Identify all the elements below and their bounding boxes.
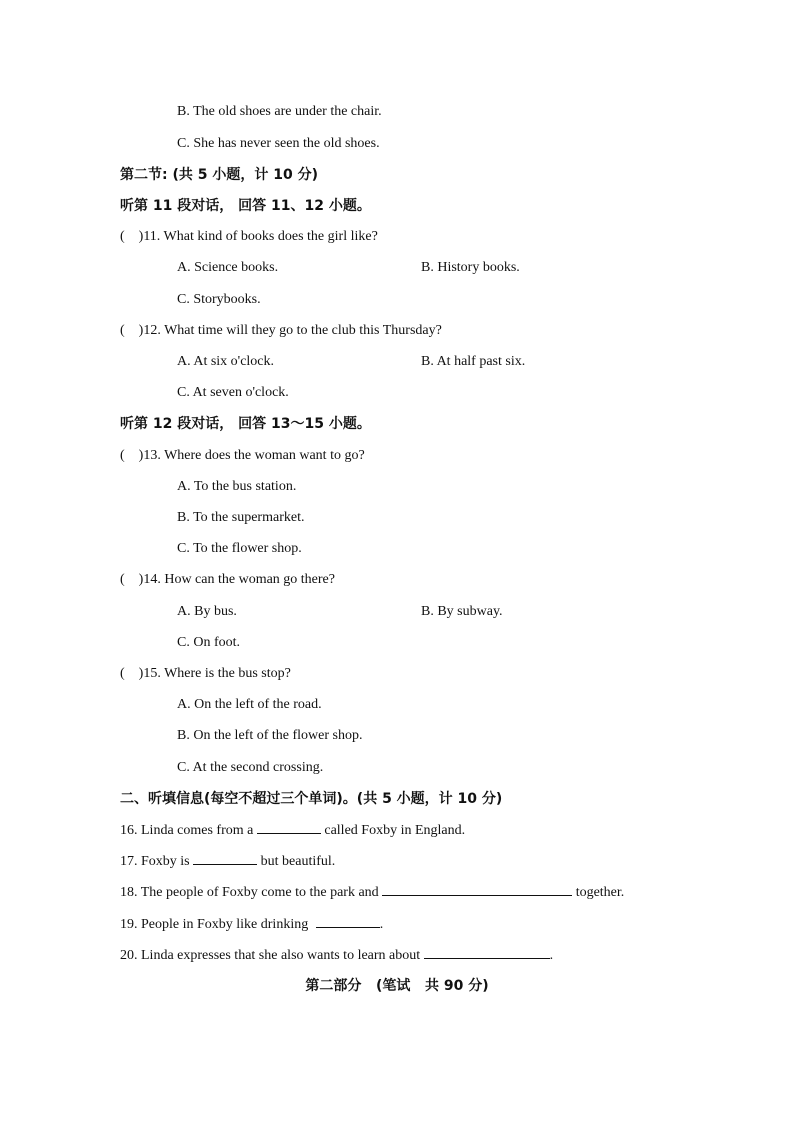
fill-text: 19. People in Foxby like drinking: [120, 917, 309, 932]
q13-option-c: C. To the flower shop.: [177, 541, 302, 556]
answer-blank-paren[interactable]: ( ): [120, 666, 144, 681]
q14-option-c: C. On foot.: [177, 635, 240, 650]
question-stem: 15. Where is the bus stop?: [143, 666, 291, 681]
q13-option-b: B. To the supermarket.: [177, 510, 305, 525]
fill-text: together.: [575, 885, 625, 900]
answer-blank-paren[interactable]: ( ): [120, 323, 144, 338]
question-stem: 11. What kind of books does the girl like?: [143, 229, 378, 244]
fill-text: .: [549, 948, 554, 963]
answer-blank[interactable]: [382, 883, 572, 896]
q15-option-c: C. At the second crossing.: [177, 760, 324, 775]
q12-option-c: C. At seven o'clock.: [177, 385, 289, 400]
fill-item-17: [120, 852, 335, 871]
question-12: [120, 322, 442, 340]
fill-item-18: [120, 883, 624, 902]
fill-text: .: [379, 917, 384, 932]
q11-option-b: B. History books.: [421, 260, 520, 275]
q12-option-b: B. At half past six.: [421, 354, 526, 369]
answer-blank[interactable]: [193, 852, 257, 865]
part-two-header: 第二部分 (笔试 共 90 分): [305, 978, 489, 994]
fill-item-19: [120, 915, 383, 934]
answer-blank-paren[interactable]: ( ): [120, 229, 144, 244]
question-15: [120, 665, 291, 683]
fill-text: called Foxby in England.: [324, 823, 466, 838]
q15-option-a: A. On the left of the road.: [177, 697, 322, 712]
q10-option-c: C. She has never seen the old shoes.: [177, 136, 380, 151]
question-stem: 13. Where does the woman want to go?: [143, 448, 365, 463]
fill-text: 18. The people of Foxby come to the park and: [120, 885, 379, 900]
q10-option-b: B. The old shoes are under the chair.: [177, 104, 382, 119]
answer-blank[interactable]: [257, 821, 321, 834]
dialog-12-header: 听第 12 段对话， 回答 13～15 小题。: [120, 416, 371, 432]
fill-item-16: [120, 821, 465, 840]
answer-blank[interactable]: [316, 915, 380, 928]
question-13: [120, 447, 365, 465]
q14-option-b: B. By subway.: [421, 604, 503, 619]
question-stem: 12. What time will they go to the club this Thursday?: [143, 323, 442, 338]
fill-text: but beautiful.: [260, 854, 336, 869]
q11-option-a: A. Science books.: [177, 260, 279, 275]
question-14: [120, 571, 335, 589]
fill-in-section-header: 二、听填信息(每空不超过三个单词)。(共 5 小题，计 10 分): [120, 791, 503, 807]
fill-text: 17. Foxby is: [120, 854, 190, 869]
answer-blank[interactable]: [424, 946, 550, 959]
question-stem: 14. How can the woman go there?: [143, 572, 335, 587]
dialog-11-header: 听第 11 段对话， 回答 11、12 小题。: [120, 198, 371, 214]
fill-text: 16. Linda comes from a: [120, 823, 254, 838]
fill-item-20: [120, 946, 553, 965]
question-11: [120, 228, 378, 246]
q14-option-a: A. By bus.: [177, 604, 237, 619]
answer-blank-paren[interactable]: ( ): [120, 572, 144, 587]
q11-option-c: C. Storybooks.: [177, 292, 261, 307]
section-2-header: 第二节: (共 5 小题，计 10 分): [120, 167, 318, 183]
q13-option-a: A. To the bus station.: [177, 479, 297, 494]
q12-option-a: A. At six o'clock.: [177, 354, 275, 369]
answer-blank-paren[interactable]: ( ): [120, 448, 144, 463]
q15-option-b: B. On the left of the flower shop.: [177, 728, 363, 743]
fill-text: 20. Linda expresses that she also wants to learn about: [120, 948, 421, 963]
